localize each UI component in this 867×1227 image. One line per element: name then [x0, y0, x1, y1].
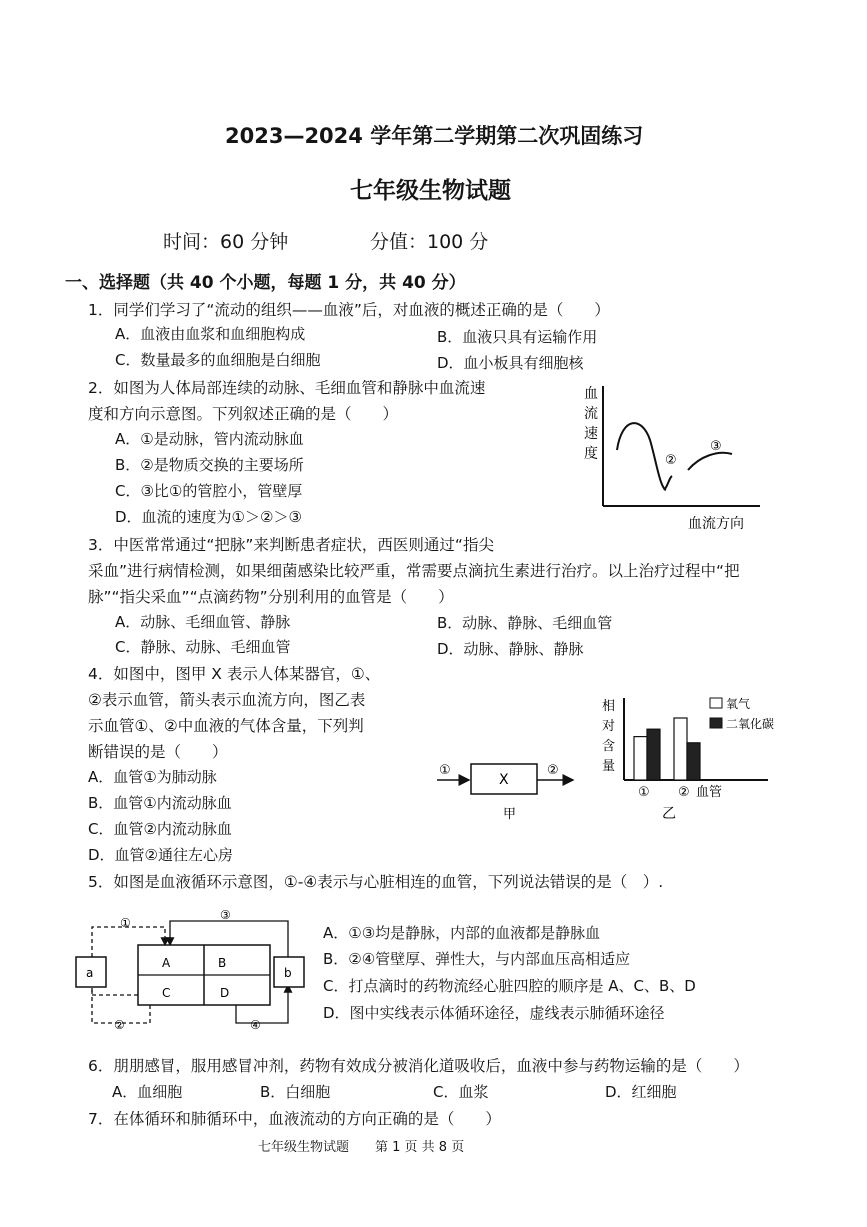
q3-stem-line1: 3．中医常常通过“把脉”来判断患者症状，西医则通过“指尖 [88, 536, 494, 554]
q2-option-d: D．血流的速度为①＞②＞③ [115, 508, 302, 526]
legend-swatch-co2 [710, 718, 722, 728]
section-heading: 一、选择题（共 40 个小题，每题 1 分，共 40 分） [65, 273, 466, 293]
q4-yi-caption: 乙 [662, 806, 676, 822]
q5-option-c: C．打点滴时的药物流经心脏四腔的顺序是 A、C、B、D [323, 977, 696, 995]
q2-stem-line2: 度和方向示意图。下列叙述正确的是（ ） [88, 405, 399, 423]
q5-box-a-label: a [86, 966, 94, 980]
q4-chart-xlabel-1: ① [638, 785, 650, 800]
q5-label-1: ① [120, 916, 131, 930]
q5-label-4: ④ [250, 1018, 261, 1032]
q4-organ-label: X [499, 772, 509, 788]
q4-chart-ylabel-char: 对 [602, 719, 616, 734]
q5-box-b-label: b [284, 966, 292, 980]
q4-option-a: A．血管①为肺动脉 [88, 768, 217, 786]
bar-co2-vessel-2 [687, 743, 700, 780]
q4-chart-ylabel-char: 相 [602, 699, 616, 714]
exam-time: 时间：60 分钟 [163, 231, 289, 253]
q6-stem: 6．朋朋感冒，服用感冒冲剂，药物有效成分被消化道吸收后，血液中参与药物运输的是（ ） [88, 1057, 749, 1075]
q2-artery-curve [617, 423, 666, 490]
q2-label-2: ② [665, 453, 677, 468]
exam-score: 分值：100 分 [370, 231, 489, 253]
q5-chamber-D: D [220, 986, 230, 1000]
q1-option-b: B．血液只具有运输作用 [437, 328, 598, 346]
q6-option-a: A．血细胞 [112, 1083, 183, 1101]
q4-gas-chart [598, 692, 793, 824]
q3-option-d: D．动脉、静脉、静脉 [437, 640, 584, 658]
q3-stem-line2: 采血”进行病情检测，如果细菌感染比较严重，常需要点滴抗生素进行治疗。以上治疗过程中“把 [88, 562, 740, 580]
q7-stem: 7．在体循环和肺循环中，血液流动的方向正确的是（ ） [88, 1110, 501, 1128]
q2-ylabel-char: 度 [584, 446, 598, 462]
q5-option-a: A．①③均是静脉，内部的血液都是静脉血 [323, 924, 601, 942]
exam-title: 2023—2024 学年第二学期第二次巩固练习 [225, 124, 644, 148]
q4-chart-xlabel-2: ② [678, 785, 690, 800]
q3-option-c: C．静脉、动脉、毛细血管 [115, 638, 291, 656]
q4-chart-xlabel-axis: 血管 [696, 785, 723, 800]
q2-option-a: A．①是动脉，管内流动脉血 [115, 430, 304, 448]
q2-ylabel-char: 血 [584, 386, 598, 402]
q6-option-b: B．白细胞 [260, 1083, 331, 1101]
q5-option-d: D．图中实线表示体循环途径，虚线表示肺循环途径 [323, 1004, 665, 1022]
q4-bars [634, 718, 700, 780]
q4-chart-ylabel-char: 含 [602, 739, 616, 754]
q4-stem-line2: ②表示血管，箭头表示血流方向，图乙表 [88, 691, 366, 709]
q5-label-2: ② [114, 1018, 125, 1032]
q4-stem-line1: 4．如图中，图甲 X 表示人体某器官，①、 [88, 665, 381, 683]
page-footer: 七年级生物试题 第 1 页 共 8 页 [258, 1140, 465, 1155]
bar-oxygen-vessel-1 [634, 737, 647, 780]
legend-swatch-oxygen [710, 698, 722, 708]
q4-vessel-2-label: ② [547, 763, 559, 778]
q4-jia-caption: 甲 [503, 807, 517, 822]
q5-option-b: B．②④管壁厚、弹性大，与内部血压高相适应 [323, 950, 631, 968]
q5-stem: 5．如图是血液循环示意图，①-④表示与心脏相连的血管，下列说法错误的是（ ）. [88, 873, 664, 891]
q3-option-b: B．动脉、静脉、毛细血管 [437, 614, 613, 632]
q2-ylabel-char: 速 [584, 426, 598, 442]
q4-vessel-1-label: ① [439, 763, 451, 778]
q2-capillary-curve [664, 476, 672, 490]
legend-co2: 二氧化碳 [726, 717, 775, 731]
bar-co2-vessel-1 [647, 729, 660, 780]
q2-ylabel-char: 流 [584, 406, 598, 422]
q1-option-c: C．数量最多的血细胞是白细胞 [115, 351, 321, 369]
q2-label-3: ③ [710, 439, 722, 454]
q1-option-d: D．血小板具有细胞核 [437, 354, 584, 372]
q5-chamber-B: B [218, 956, 227, 970]
q2-option-b: B．②是物质交换的主要场所 [115, 456, 304, 474]
exam-subtitle: 七年级生物试题 [350, 178, 511, 204]
q4-stem-line3: 示血管①、②中血液的气体含量，下列判 [88, 717, 364, 735]
q4-option-c: C．血管②内流动脉血 [88, 820, 232, 838]
q4-stem-line4: 断错误的是（ ） [88, 743, 228, 761]
legend-oxygen: 氧气 [726, 697, 751, 711]
q1-option-a: A．血液由血浆和血细胞构成 [115, 325, 306, 343]
q2-flow-speed-figure [570, 378, 770, 533]
q4-option-d: D．血管②通往左心房 [88, 846, 233, 864]
q3-option-a: A．动脉、毛细血管、静脉 [115, 613, 291, 631]
bar-oxygen-vessel-2 [674, 718, 687, 780]
q2-xlabel: 血流方向 [688, 516, 744, 532]
q4-organ-figure [435, 752, 585, 824]
q6-option-d: D．红细胞 [605, 1083, 677, 1101]
q2-stem-line1: 2．如图为人体局部连续的动脉、毛细血管和静脉中血流速 [88, 379, 486, 397]
q1-stem: 1．同学们学习了“流动的组织——血液”后，对血液的概述正确的是（ ） [88, 301, 610, 319]
q4-option-b: B．血管①内流动脉血 [88, 794, 232, 812]
q5-circulation-diagram [70, 905, 320, 1035]
q3-stem-line3: 脉”“指尖采血”“点滴药物”分别利用的血管是（ ） [88, 588, 454, 606]
q5-chamber-C: C [162, 986, 171, 1000]
q5-label-3: ③ [220, 908, 231, 922]
q2-option-c: C．③比①的管腔小，管壁厚 [115, 482, 303, 500]
q4-chart-ylabel-char: 量 [602, 759, 616, 774]
q6-option-c: C．血浆 [433, 1083, 489, 1101]
q2-vein-curve [688, 453, 732, 470]
q5-chamber-A: A [162, 956, 171, 970]
